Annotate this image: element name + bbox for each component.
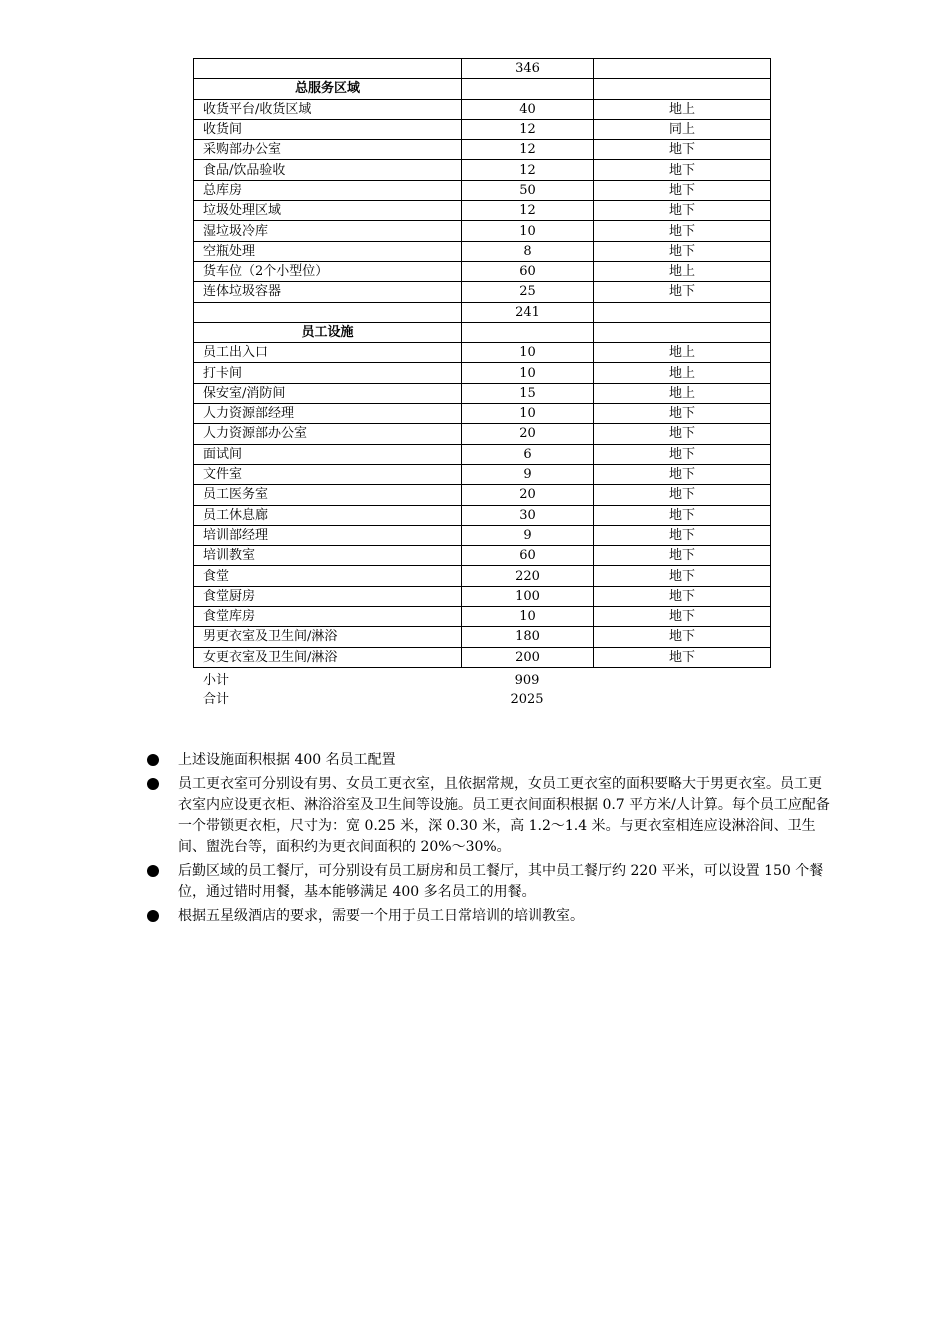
note-item (145, 750, 835, 771)
table-row (194, 485, 771, 505)
facility-name: 人力资源部办公室 (194, 424, 462, 444)
totals-block (193, 671, 770, 709)
area-value: 30 (462, 505, 594, 525)
facility-name: 文件室 (194, 464, 462, 484)
facility-name: 打卡间 (194, 363, 462, 383)
floor-location (594, 79, 771, 99)
table-row (194, 404, 771, 424)
area-value: 15 (462, 383, 594, 403)
facility-name: 连体垃圾容器 (194, 282, 462, 302)
area-value: 9 (462, 464, 594, 484)
area-value: 20 (462, 485, 594, 505)
area-table-wrapper (193, 58, 771, 668)
subtotal-row (194, 302, 771, 322)
note-text: 后勤区域的员工餐厅，可分别设有员工厨房和员工餐厅，其中员工餐厅约 220 平米，可以设置 150 个餐位，通过错时用餐，基本能够满足 400 多名员工的用餐。 (178, 863, 824, 900)
area-value: 10 (462, 221, 594, 241)
table-row (194, 221, 771, 241)
floor-location: 地上 (594, 363, 771, 383)
subtotal-row (194, 59, 771, 79)
note-text: 上述设施面积根据 400 名员工配置 (178, 752, 396, 768)
total-row (193, 690, 770, 709)
facility-name: 采购部办公室 (194, 140, 462, 160)
floor-location: 地下 (594, 282, 771, 302)
table-row (194, 383, 771, 403)
table-row (194, 424, 771, 444)
facility-name (194, 59, 462, 79)
floor-location (594, 302, 771, 322)
table-row (194, 160, 771, 180)
note-item (145, 774, 835, 858)
area-table (193, 58, 771, 668)
area-value: 60 (462, 546, 594, 566)
note-item (145, 861, 835, 903)
facility-name: 面试间 (194, 444, 462, 464)
area-value: 40 (462, 99, 594, 119)
floor-location: 地下 (594, 180, 771, 200)
facility-name: 员工休息廊 (194, 505, 462, 525)
facility-name: 男更衣室及卫生间/淋浴 (194, 627, 462, 647)
floor-location: 地下 (594, 424, 771, 444)
table-row (194, 201, 771, 221)
area-value: 20 (462, 424, 594, 444)
facility-name: 保安室/消防间 (194, 383, 462, 403)
floor-location: 地下 (594, 485, 771, 505)
table-row (194, 180, 771, 200)
subtotal-label: 小计 (203, 673, 230, 688)
bullet-icon (147, 778, 159, 790)
area-value: 220 (462, 566, 594, 586)
floor-location: 地下 (594, 160, 771, 180)
table-row (194, 627, 771, 647)
area-value: 241 (462, 302, 594, 322)
section-title: 总服务区域 (194, 79, 462, 99)
table-row (194, 505, 771, 525)
subtotal-row (193, 671, 770, 690)
facility-name: 员工出入口 (194, 343, 462, 363)
table-row (194, 444, 771, 464)
facility-name: 培训部经理 (194, 525, 462, 545)
area-table-body (194, 59, 771, 668)
floor-location: 地下 (594, 566, 771, 586)
floor-location: 地下 (594, 627, 771, 647)
facility-name: 人力资源部经理 (194, 404, 462, 424)
area-value: 12 (462, 201, 594, 221)
table-row (194, 343, 771, 363)
table-row (194, 119, 771, 139)
facility-name: 食堂厨房 (194, 586, 462, 606)
floor-location (594, 322, 771, 342)
area-value: 6 (462, 444, 594, 464)
note-text: 根据五星级酒店的要求，需要一个用于员工日常培训的培训教室。 (178, 908, 584, 924)
total-label: 合计 (203, 692, 230, 707)
total-value: 2025 (510, 692, 544, 707)
floor-location: 地下 (594, 586, 771, 606)
table-row (194, 363, 771, 383)
area-value: 180 (462, 627, 594, 647)
floor-location: 地上 (594, 99, 771, 119)
floor-location: 地下 (594, 140, 771, 160)
notes-list (145, 750, 835, 930)
floor-location: 地下 (594, 464, 771, 484)
note-text: 员工更衣室可分别设有男、女员工更衣室，且依据常规，女员工更衣室的面积要略大于男更衣室。员工更衣室内应设更衣柜、淋浴浴室及卫生间等设施。员工更衣间面积根据 0.7 平方米/人计算。每个员工应配备一个带锁更衣柜，尺寸为：宽 0.25 米，深 0.30 米，高 1.2～1.4 米。与更衣室相连应设淋浴间、卫生间、盥洗台等，面积约为更衣间面积的 20%～30%。 (178, 776, 830, 855)
area-value: 9 (462, 525, 594, 545)
bullet-icon (147, 910, 159, 922)
area-value: 50 (462, 180, 594, 200)
table-row (194, 647, 771, 667)
area-value (462, 79, 594, 99)
facility-name: 货车位（2个小型位） (194, 261, 462, 281)
area-value: 346 (462, 59, 594, 79)
table-row (194, 464, 771, 484)
area-value: 12 (462, 140, 594, 160)
floor-location: 地下 (594, 607, 771, 627)
section-title: 员工设施 (194, 322, 462, 342)
note-item (145, 906, 835, 927)
facility-name: 空瓶处理 (194, 241, 462, 261)
floor-location: 同上 (594, 119, 771, 139)
floor-location: 地下 (594, 647, 771, 667)
facility-name: 收货平台/收货区域 (194, 99, 462, 119)
floor-location: 地下 (594, 546, 771, 566)
area-value: 12 (462, 119, 594, 139)
floor-location: 地下 (594, 221, 771, 241)
area-value: 10 (462, 363, 594, 383)
facility-name: 食堂 (194, 566, 462, 586)
facility-name: 总库房 (194, 180, 462, 200)
floor-location: 地上 (594, 261, 771, 281)
floor-location: 地下 (594, 241, 771, 261)
floor-location (594, 59, 771, 79)
table-row (194, 566, 771, 586)
floor-location: 地下 (594, 404, 771, 424)
floor-location: 地下 (594, 201, 771, 221)
facility-name: 食堂库房 (194, 607, 462, 627)
floor-location: 地上 (594, 383, 771, 403)
table-row (194, 586, 771, 606)
area-value: 10 (462, 343, 594, 363)
table-row (194, 261, 771, 281)
facility-name (194, 302, 462, 322)
area-value: 25 (462, 282, 594, 302)
area-value: 10 (462, 607, 594, 627)
floor-location: 地下 (594, 525, 771, 545)
area-value: 12 (462, 160, 594, 180)
table-row (194, 546, 771, 566)
area-value: 10 (462, 404, 594, 424)
facility-name: 食品/饮品验收 (194, 160, 462, 180)
table-row (194, 99, 771, 119)
table-row (194, 525, 771, 545)
section-header-row (194, 322, 771, 342)
table-row (194, 241, 771, 261)
facility-name: 垃圾处理区域 (194, 201, 462, 221)
table-row (194, 607, 771, 627)
facility-name: 员工医务室 (194, 485, 462, 505)
floor-location: 地下 (594, 505, 771, 525)
section-header-row (194, 79, 771, 99)
table-row (194, 282, 771, 302)
area-value: 100 (462, 586, 594, 606)
bullet-icon (147, 754, 159, 766)
table-row (194, 140, 771, 160)
subtotal-value: 909 (514, 673, 540, 688)
area-value: 8 (462, 241, 594, 261)
floor-location: 地上 (594, 343, 771, 363)
facility-name: 湿垃圾冷库 (194, 221, 462, 241)
facility-name: 培训教室 (194, 546, 462, 566)
area-value: 60 (462, 261, 594, 281)
area-value (462, 322, 594, 342)
floor-location: 地下 (594, 444, 771, 464)
area-value: 200 (462, 647, 594, 667)
bullet-icon (147, 865, 159, 877)
facility-name: 收货间 (194, 119, 462, 139)
facility-name: 女更衣室及卫生间/淋浴 (194, 647, 462, 667)
